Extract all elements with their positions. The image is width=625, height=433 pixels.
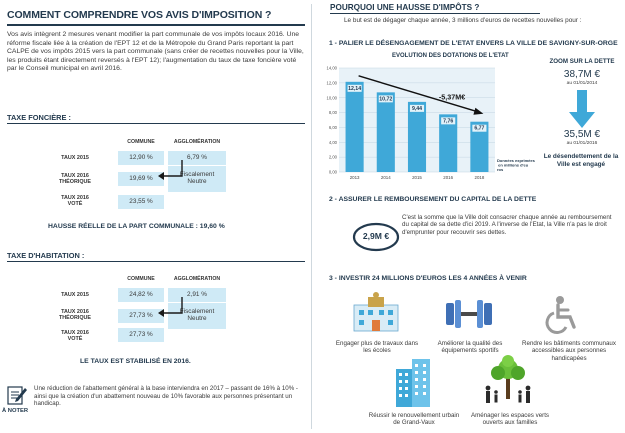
right-intro: Le but est de dégager chaque année, 3 millions d'euros de recettes nouvelles pour :	[344, 17, 582, 24]
wheelchair-icon	[544, 295, 584, 333]
habitation-commune-theorique: 27,73 %	[118, 309, 164, 323]
fonciere-arrow-icon	[150, 158, 190, 182]
habitation-row-theorique	[40, 309, 110, 322]
zoom-date-2016: au 01/01/2016	[566, 141, 598, 146]
right-title: POURQUOI UNE HAUSSE D'IMPÔTS ?	[330, 3, 480, 12]
chart-bar	[346, 82, 364, 172]
fonciere-row-2015: TAUX 2015	[61, 155, 89, 161]
habitation-col-agglo: AGGLOMÉRATION	[173, 276, 221, 282]
page-title: COMMENT COMPRENDRE VOS AVIS D'IMPOSITION ?	[7, 9, 272, 21]
right-title-rule	[330, 13, 540, 14]
habitation-result: LE TAUX EST STABILISÉ EN 2016.	[80, 358, 191, 365]
chart-bar	[408, 102, 426, 172]
habitation-row-theorique-l2: THÉORIQUE	[58, 315, 92, 322]
buildings-icon	[392, 355, 436, 407]
chart-legend-note: Données exprimées en millions d'eu ros	[497, 158, 535, 173]
right-column	[312, 0, 625, 433]
section-1-heading: 1 - PALIER LE DÉSENGAGEMENT DE L'ETAT ENVERS LA VILLE DE SAVIGNY-SUR-ORGE	[329, 40, 618, 47]
fonciere-neutre-l1: Fiscalement	[179, 171, 215, 178]
tree-family-icon	[480, 355, 538, 407]
chart-y-tick: 2,00	[328, 154, 337, 160]
chart-x-tick: 2016	[443, 175, 454, 180]
note-label: À NOTER	[2, 408, 29, 414]
fonciere-neutre-l2: Neutre	[187, 177, 207, 185]
habitation-agglo-2015: 2,91 %	[168, 288, 226, 302]
left-column	[0, 0, 312, 433]
fonciere-row-vote	[40, 195, 110, 208]
habitation-neutre-l2: Neutre	[187, 314, 207, 322]
dumbbell-icon	[444, 297, 494, 331]
fonciere-row-theorique	[40, 173, 110, 186]
habitation-neutre-l1: Fiscalement	[179, 308, 215, 315]
chart-y-tick: 10,00	[326, 95, 337, 101]
fonciere-row-vote-l2: VOTÉ	[67, 201, 83, 208]
intro-paragraph: Vos avis intègrent 2 mesures venant modifier la part communale de vos impôts locaux 2016. Une réforme fiscale liée à la création de l'EPT 12 et de la Métropole du Grand Paris reportant la part CALPE de vos impôts 2015 vers la part communale (sans créer de recettes nouvelles pour la Ville, les produits étant directement reversés à l'EPT 12); l'augmentation du taux de taxe foncière voté par le Conseil municipal en avril 2016.	[7, 31, 304, 73]
invest-caption-ecoles: Engager plus de travaux dans les écoles	[335, 340, 419, 355]
fonciere-heading: TAXE FONCIÈRE :	[7, 113, 71, 122]
debt-text: C'est la somme que la Ville doit consacrer chaque année au remboursement du capital de sa dette d'ici 2019. A l'inverse de l'Etat, la Ville n'a pas le droit d'emprunter pour recouvrir ses dettes.	[402, 214, 612, 236]
chart-y-tick: 0,00	[328, 169, 337, 175]
invest-caption-accessibilite: Rendre les bâtiments communaux accessibles aux personnes handicapées	[522, 340, 616, 362]
invest-caption-sport: Améliorer la qualité des équipements sportifs	[437, 340, 503, 355]
invest-caption-grand-vaux: Réussir le renouvellement urbain de Grand-Vaux	[368, 412, 460, 427]
section-3-heading: 3 - INVESTIR 24 MILLIONS D'EUROS LES 4 ANNÉES À VENIR	[329, 275, 527, 282]
fonciere-commune-2015: 12,90 %	[118, 151, 164, 165]
title-rule	[7, 24, 305, 26]
habitation-row-vote	[40, 330, 110, 343]
chart-annotation: -5,37M€	[438, 92, 466, 102]
habitation-col-commune: COMMUNE	[127, 276, 155, 282]
fonciere-agglo-2015: 6,79 %	[168, 151, 226, 165]
habitation-commune-2015: 24,82 %	[118, 288, 164, 302]
chart-x-tick: 2018	[474, 175, 485, 180]
note-text: Une réduction de l'abattement général à la base interviendra en 2017 – passant de 16% à 10% - ainsi que la création d'un abattement nouveau de 10% favorable aux personnes présentant un handicap.	[34, 385, 298, 408]
habitation-arrow-icon	[150, 295, 190, 319]
habitation-commune-vote: 27,73 %	[118, 328, 164, 342]
fonciere-row-theorique-l1: TAUX 2016	[61, 173, 89, 179]
chart-y-tick: 6,00	[328, 125, 337, 131]
fonciere-row-theorique-l2: THÉORIQUE	[58, 179, 92, 186]
chart-bar	[377, 92, 395, 172]
zoom-date-2014: au 01/01/2014	[566, 81, 598, 86]
fonciere-col-agglo: AGGLOMÉRATION	[173, 139, 221, 145]
fonciere-row-vote-l1: TAUX 2016	[61, 195, 89, 201]
fonciere-col-commune: COMMUNE	[127, 139, 155, 145]
habitation-row-theorique-l1: TAUX 2016	[61, 309, 89, 315]
chart-x-tick: 2014	[380, 175, 391, 180]
zoom-value-2016: 35,5M €	[563, 129, 601, 140]
fonciere-commune-theorique: 19,69 %	[118, 172, 164, 186]
fonciere-rule	[7, 123, 305, 124]
zoom-footnote: Le désendettement de la Ville est engagé	[543, 153, 619, 168]
school-icon	[350, 291, 402, 333]
chart-y-tick: 8,00	[328, 110, 337, 116]
invest-caption-espaces-verts: Aménager les espaces verts ouverts aux familles	[470, 412, 550, 427]
dotations-chart	[317, 62, 535, 186]
chart-y-tick: 12,00	[326, 80, 337, 86]
chart-bar-label: 9,44	[411, 105, 423, 112]
zoom-value-2014: 38,7M €	[563, 69, 601, 80]
chart-x-tick: 2015	[412, 175, 422, 180]
pencil-note-icon	[6, 384, 28, 406]
habitation-heading: TAXE D'HABITATION :	[7, 251, 85, 260]
chart-y-tick: 4,00	[328, 139, 337, 145]
habitation-rule	[7, 261, 305, 262]
chart-bar-label: 6,77	[474, 125, 485, 132]
down-arrow-icon	[569, 90, 595, 128]
fonciere-result: HAUSSE RÉELLE DE LA PART COMMUNALE : 19,60 %	[48, 223, 225, 230]
chart-x-tick: 2013	[349, 175, 360, 180]
zoom-title: ZOOM SUR LA DETTE	[549, 58, 615, 65]
fonciere-commune-vote: 23,55 %	[118, 195, 164, 209]
habitation-row-vote-l2: VOTÉ	[67, 336, 83, 343]
habitation-row-vote-l1: TAUX 2016	[61, 330, 89, 336]
chart-bar-label: 12,14	[348, 85, 362, 92]
chart-bar-label: 7,76	[443, 118, 454, 125]
chart-y-tick: 14,00	[326, 65, 337, 71]
chart-bar-label: 10,72	[379, 96, 393, 103]
debt-badge-value: 2,9M €	[362, 231, 390, 241]
habitation-row-2015: TAUX 2015	[61, 292, 89, 298]
section-2-heading: 2 - ASSURER LE REMBOURSEMENT DU CAPITAL DE LA DETTE	[329, 196, 537, 203]
chart-title: EVOLUTION DES DOTATIONS DE L'ETAT	[392, 53, 509, 59]
